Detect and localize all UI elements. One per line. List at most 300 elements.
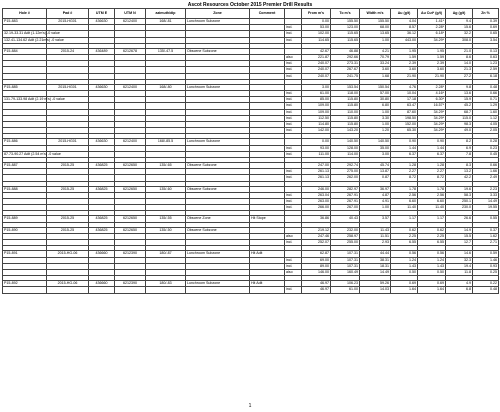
table-cell: Lunchroom Subzone xyxy=(186,281,250,287)
table-cell: 115.80 xyxy=(331,103,360,109)
table-cell: incl. xyxy=(285,199,302,205)
column-header: Au (g/t) xyxy=(391,9,418,19)
table-cell: 1.00 xyxy=(360,109,391,115)
table-cell: 8.2 xyxy=(446,139,473,145)
table-cell: 6212400 xyxy=(115,139,146,145)
table-cell: Hit Adit xyxy=(250,281,285,287)
column-header: Comment xyxy=(250,9,285,19)
table-cell: 443.00 xyxy=(391,37,418,43)
table-header-row xyxy=(3,9,499,19)
table-cell: incl. xyxy=(285,145,302,151)
table-cell: 6212650 xyxy=(115,186,146,192)
table-cell xyxy=(250,287,285,293)
table-cell: 6.30* xyxy=(418,97,446,103)
table-cell: 2015-25 xyxy=(47,186,89,192)
table-cell: P15-892 xyxy=(3,281,47,287)
table-cell: 262.00 xyxy=(331,175,360,181)
table-cell xyxy=(89,287,115,293)
table-cell: 1.41* xyxy=(418,19,446,25)
table-cell xyxy=(3,287,47,293)
table-cell: 46.97 xyxy=(302,287,331,293)
table-cell: 57.00 xyxy=(360,91,391,97)
table-cell: incl. xyxy=(285,61,302,67)
table-cell: 1.28 xyxy=(418,163,446,169)
column-header: azimuth/dip xyxy=(146,9,186,19)
table-cell: 240.07 xyxy=(302,67,331,73)
table-cell: 0.69 xyxy=(473,25,499,31)
table-cell: 69.00 xyxy=(302,257,331,263)
table-cell: 261.13 xyxy=(302,175,331,181)
table-cell: 146.00 xyxy=(302,269,331,275)
table-cell: Obscene Zone xyxy=(186,216,250,222)
table-cell: 114.80 xyxy=(302,122,331,128)
table-cell: 0.28 xyxy=(473,139,499,145)
table-cell: 14.49 xyxy=(360,269,391,275)
table-cell: 1.43 xyxy=(418,263,446,269)
table-cell: 89.00 xyxy=(302,263,331,269)
table-cell: 34.29* xyxy=(418,128,446,134)
table-cell: 436825 xyxy=(89,227,115,233)
table-cell: incl. xyxy=(285,109,302,115)
table-cell: 115.80 xyxy=(331,115,360,121)
table-cell: 6.18* xyxy=(418,31,446,37)
table-cell: 35.00 xyxy=(360,145,391,151)
table-cell: 106.23 xyxy=(331,281,360,287)
table-cell: 118.00 xyxy=(331,91,360,97)
table-cell: 38.31 xyxy=(360,257,391,263)
table-cell: Lunchroom Subzone xyxy=(186,139,250,145)
table-cell: Lunchroom Subzone xyxy=(186,251,250,257)
table-cell: 115.65 xyxy=(331,31,360,37)
table-cell: 219.12 xyxy=(302,227,331,233)
table-cell: P15-887 xyxy=(3,163,47,169)
table-cell: 2015-HG01 xyxy=(47,139,89,145)
table-cell: 1.78 xyxy=(418,186,446,192)
table-cell: 9.4 xyxy=(446,19,473,25)
table-cell: 46.88 xyxy=(331,48,360,54)
table-cell: 1.46 xyxy=(473,257,499,263)
table-cell: 2.59 xyxy=(473,67,499,73)
table-cell: 0.59 xyxy=(473,251,499,257)
table-cell: 6.60 xyxy=(391,199,418,205)
table-cell: 1.44 xyxy=(391,145,418,151)
table-cell: 263.00 xyxy=(302,199,331,205)
table-cell: 8.6 xyxy=(446,55,473,61)
table-cell: 2.49 xyxy=(473,175,499,181)
table-cell: 0.55 xyxy=(473,216,499,222)
column-header: UTM E xyxy=(89,9,115,19)
table-cell: 21.0 xyxy=(446,48,473,54)
table-cell: incl. xyxy=(285,151,302,157)
table-cell: P15-886 xyxy=(3,139,47,145)
column-header: Au Cut* (g/t) xyxy=(418,9,446,19)
table-cell: 135/-60 xyxy=(146,186,186,192)
table-cell: 6.9 xyxy=(446,145,473,151)
table-cell: 0.45 xyxy=(473,151,499,157)
table-cell: 143.20 xyxy=(331,128,360,134)
table-cell: 140.50 xyxy=(360,139,391,145)
table-cell: 6.8 xyxy=(446,287,473,293)
table-cell: 8.72 xyxy=(418,175,446,181)
table-cell: 1.17 xyxy=(391,216,418,222)
table-cell: 152.00 xyxy=(391,122,418,128)
table-cell: 0.00 xyxy=(302,19,331,25)
table-cell: 107.31 xyxy=(331,251,360,257)
table-cell: 45.74 xyxy=(360,163,391,169)
table-cell: 19.4 xyxy=(446,263,473,269)
table-cell: 17.18 xyxy=(391,97,418,103)
table-cell: 109.00 xyxy=(302,103,331,109)
column-header: From m's xyxy=(302,9,331,19)
table-cell: 14.9 xyxy=(446,227,473,233)
table-cell: incl. xyxy=(285,240,302,246)
table-cell: 62.87 xyxy=(302,251,331,257)
table-cell: incl. xyxy=(285,97,302,103)
table-cell: 111.00 xyxy=(302,151,331,157)
table-cell xyxy=(47,287,89,293)
table-cell: 140.50 xyxy=(331,139,360,145)
table-cell: 93.00 xyxy=(302,145,331,151)
table-cell: 1.24 xyxy=(391,257,418,263)
table-cell: 308.0 xyxy=(446,37,473,43)
table-cell: 2015-HG01 xyxy=(47,84,89,90)
table-cell: P15-883 xyxy=(3,19,47,25)
table-cell: P15-884 xyxy=(3,48,47,54)
column-header: UTM N xyxy=(115,9,146,19)
table-cell: 59.26 xyxy=(360,281,391,287)
table-cell: 261.13 xyxy=(302,169,331,175)
table-cell: 0.00 xyxy=(302,139,331,145)
table-cell: 0.39 xyxy=(473,19,499,25)
table-cell: 6212390 xyxy=(115,281,146,287)
table-cell: 2.56 xyxy=(391,192,418,198)
table-cell: 14.0 xyxy=(446,61,473,67)
table-cell: 198.50 xyxy=(391,115,418,121)
table-cell: 34.29* xyxy=(418,109,446,115)
table-cell: 15.9 xyxy=(446,97,473,103)
table-cell: incl. xyxy=(285,287,302,293)
table-cell: 34.29* xyxy=(418,115,446,121)
table-cell: P15-890 xyxy=(3,227,47,233)
table-cell: 1.24 xyxy=(418,257,446,263)
table-cell: incl. xyxy=(285,122,302,128)
table-cell: incl. xyxy=(285,103,302,109)
table-cell: 1.66 xyxy=(473,169,499,175)
table-cell: 1.28 xyxy=(391,163,418,169)
table-cell: 180/-87 xyxy=(146,251,186,257)
table-cell: 14.49 xyxy=(473,199,499,205)
table-cell: 2.25 xyxy=(391,233,418,239)
table-cell: 1.12 xyxy=(473,115,499,121)
table-cell: Hit Stope xyxy=(250,216,285,222)
table-cell: 0.37 xyxy=(473,227,499,233)
table-cell: 2.56 xyxy=(418,192,446,198)
table-cell: Obscene Subzone xyxy=(186,48,250,54)
table-cell: 40.43 xyxy=(331,216,360,222)
table-cell: 6212650 xyxy=(115,216,146,222)
table-cell xyxy=(186,287,250,293)
table-cell: 6212400 xyxy=(115,84,146,90)
table-cell: 2015-25 xyxy=(47,227,89,233)
table-cell: 0.69 xyxy=(391,281,418,287)
table-cell: 6.80 xyxy=(360,103,391,109)
table-cell: 168/-85.5 xyxy=(146,139,186,145)
table-cell: 1.43 xyxy=(391,263,418,269)
table-cell: 155.50 xyxy=(331,19,360,25)
table-cell: 0.50 xyxy=(391,269,418,275)
table-cell: 11.8 xyxy=(446,269,473,275)
table-cell: 4.05 xyxy=(473,122,499,128)
table-cell: 4.91 xyxy=(360,199,391,205)
table-cell: 4.16* xyxy=(418,91,446,97)
table-cell: 3.54 xyxy=(473,37,499,43)
table-cell: 36.97 xyxy=(360,186,391,192)
table-cell: 135/-55 xyxy=(146,216,186,222)
table-cell: 1.00 xyxy=(360,122,391,128)
table-cell: incl. xyxy=(285,91,302,97)
table-cell: 21.90 xyxy=(418,73,446,79)
table-cell: 61.00 xyxy=(302,91,331,97)
table-cell: 132.41-134.62 Adit (2.21m's) -0 value xyxy=(4,37,64,42)
table-cell: 87.60 xyxy=(391,109,418,115)
table-cell: 2015-HG-06 xyxy=(47,251,89,257)
table-cell: 292.66 xyxy=(331,55,360,61)
table-cell: incl. xyxy=(285,175,302,181)
table-cell: 436630 xyxy=(89,139,115,145)
table-cell: 3.33 xyxy=(473,192,499,198)
table-cell: 0.48 xyxy=(473,287,499,293)
table-cell: 0.71 xyxy=(473,97,499,103)
table-cell: incl. xyxy=(285,257,302,263)
table-cell: 6212400 xyxy=(115,19,146,25)
table-cell: 3.57 xyxy=(360,216,391,222)
table-cell: P15-891 xyxy=(3,251,47,257)
table-cell: 150.54 xyxy=(360,84,391,90)
table-row xyxy=(3,287,499,293)
table-cell: 11.51 xyxy=(360,233,391,239)
table-cell: Obscene Subzone xyxy=(186,186,250,192)
table-cell: 13.87 xyxy=(360,169,391,175)
table-cell: 2015-HG01 xyxy=(47,19,89,25)
table-cell: 115.65 xyxy=(331,37,360,43)
table-cell: P15-889 xyxy=(3,216,47,222)
table-cell: 9.8 xyxy=(446,84,473,90)
table-cell: 32.19-33.31 Adit (1.12m's) -0 value xyxy=(4,31,60,36)
table-cell: 0.69 xyxy=(418,281,446,287)
table-cell: 241.75 xyxy=(331,73,360,79)
table-cell: Obscene Subzone xyxy=(186,163,250,169)
table-cell: 46.97 xyxy=(302,281,331,287)
table-cell: 4.04 xyxy=(391,19,418,25)
table-cell: 0.66 xyxy=(473,91,499,97)
table-cell: 1.64 xyxy=(418,287,446,293)
table-cell: 2.28* xyxy=(418,25,446,31)
table-cell: 15.5 xyxy=(446,233,473,239)
table-cell: 258.97 xyxy=(331,233,360,239)
table-cell: 2.27 xyxy=(418,169,446,175)
table-cell: 85.00 xyxy=(302,97,331,103)
table-cell: 266.00 xyxy=(302,205,331,211)
column-header: Zone xyxy=(186,9,250,19)
table-cell: P15-885 xyxy=(3,84,47,90)
table-cell: also xyxy=(285,233,302,239)
table-cell: 6212650 xyxy=(115,163,146,169)
table-cell: 53.00 xyxy=(302,25,331,31)
table-cell: 12.7 xyxy=(446,240,473,246)
table-cell: 0.63 xyxy=(473,55,499,61)
table-cell: 6.37 xyxy=(418,151,446,157)
table-cell: 26.6 xyxy=(446,216,473,222)
table-cell: 21.3 xyxy=(446,67,473,73)
table-cell: 160.49 xyxy=(331,269,360,275)
table-cell: 0.93 xyxy=(473,263,499,269)
table-cell: 247.00 xyxy=(302,163,331,169)
table-cell: 180/-83 xyxy=(146,281,186,287)
table-cell: 2015-25 xyxy=(47,216,89,222)
page-number: 1 xyxy=(248,403,252,409)
table-cell: incl. xyxy=(285,25,302,31)
table-body xyxy=(3,19,499,294)
table-cell: 153.54 xyxy=(331,84,360,90)
table-cell: 6.37 xyxy=(391,151,418,157)
table-cell: 2.71 xyxy=(473,240,499,246)
table-cell: 1.64 xyxy=(391,287,418,293)
column-header: Pad # xyxy=(47,9,89,19)
table-cell: 6212678 xyxy=(115,48,146,54)
table-cell: 131.79-133.98 Adit (2.19 m's) -0 value xyxy=(4,97,65,102)
table-cell: incl. xyxy=(285,169,302,175)
table-cell: 263.04 xyxy=(302,192,331,198)
table-cell: 4.21 xyxy=(360,48,391,54)
column-header: Width m's xyxy=(360,9,391,19)
table-cell: 4.87 xyxy=(360,192,391,198)
table-cell: 68.00 xyxy=(360,25,391,31)
table-cell: 250.1 xyxy=(446,199,473,205)
table-cell: 115.0 xyxy=(446,115,473,121)
table-cell: 0.90 xyxy=(391,139,418,145)
table-cell: 3.60 xyxy=(360,67,391,73)
table-cell xyxy=(115,287,146,293)
table-cell: 3.30 xyxy=(360,115,391,121)
table-cell: 2.39 xyxy=(391,61,418,67)
table-cell: 292.74 xyxy=(331,163,360,169)
table-cell: 252.07 xyxy=(302,240,331,246)
table-cell: 21.90 xyxy=(391,73,418,79)
table-cell: 0.23 xyxy=(473,145,499,151)
table-cell: 1.17 xyxy=(418,216,446,222)
table-cell: also xyxy=(285,269,302,275)
table-cell: 15.6 xyxy=(446,25,473,31)
table-cell: 30.80 xyxy=(360,97,391,103)
table-cell: 44.44 xyxy=(360,251,391,257)
table-cell: 240.07 xyxy=(302,61,331,67)
table-cell: 0.66 xyxy=(473,163,499,169)
table-cell: 0.13 xyxy=(473,48,499,54)
table-cell: 11.40 xyxy=(391,205,418,211)
table-cell: 168/-80 xyxy=(146,84,186,90)
table-cell: 267.91 xyxy=(331,192,360,198)
table-cell: 114.65 xyxy=(302,37,331,43)
table-cell: 14.03 xyxy=(360,287,391,293)
table-cell: 1.00 xyxy=(360,37,391,43)
table-cell: 155.50 xyxy=(360,19,391,25)
table-cell: 13.65 xyxy=(360,31,391,37)
table-cell: 3.00 xyxy=(302,84,331,90)
table-cell: 1.29 xyxy=(473,103,499,109)
table-cell: 0.87 xyxy=(360,175,391,181)
table-cell: 3.60 xyxy=(391,67,418,73)
table-cell: 142.00 xyxy=(302,128,331,134)
table-cell: 6.60 xyxy=(418,199,446,205)
table-cell: 10.04 xyxy=(391,91,418,97)
table-cell: 2.27 xyxy=(391,169,418,175)
table-cell: 19.6 xyxy=(446,186,473,192)
table-cell: 0.22 xyxy=(473,281,499,287)
table-cell: 11.40 xyxy=(418,205,446,211)
table-cell: 6212390 xyxy=(115,251,146,257)
table-cell: 1.59 xyxy=(391,55,418,61)
table-cell: 18.31 xyxy=(360,263,391,269)
table-cell: 6.55 xyxy=(391,240,418,246)
table-cell: 3.60 xyxy=(418,67,446,73)
table-cell: 135/-50 xyxy=(146,227,186,233)
table-cell: 240.07 xyxy=(302,73,331,79)
table-cell: 7.8 xyxy=(446,151,473,157)
table-cell: 4.76 xyxy=(391,84,418,90)
table-cell: 8.72 xyxy=(391,175,418,181)
table-cell: 436825 xyxy=(89,216,115,222)
table-cell: 2.93 xyxy=(360,240,391,246)
table-cell: 27.2 xyxy=(446,73,473,79)
table-cell: 230.0 xyxy=(446,205,473,211)
table-cell: 42.67 xyxy=(302,48,331,54)
table-cell: 273.31 xyxy=(331,61,360,67)
table-cell: 255.00 xyxy=(331,240,360,246)
table-cell: 168/-81 xyxy=(146,19,186,25)
table-cell: 49.0 xyxy=(446,128,473,134)
table-cell: 33.24 xyxy=(360,61,391,67)
table-cell: 87.73-90.27 Adit (2.54 m's) -0 value xyxy=(4,151,61,156)
table-cell: 2.05 xyxy=(473,128,499,134)
table-cell: 232.00 xyxy=(331,227,360,233)
table-cell: 436825 xyxy=(89,186,115,192)
table-cell: incl. xyxy=(285,31,302,37)
table-cell: 0.62 xyxy=(418,227,446,233)
table-cell: 34.29* xyxy=(418,122,446,128)
table-cell: 0.62 xyxy=(391,227,418,233)
table-cell: 1.60 xyxy=(473,109,499,115)
table-cell: 110.00 xyxy=(331,109,360,115)
table-cell: P15-888 xyxy=(3,186,47,192)
table-cell: 436825 xyxy=(89,163,115,169)
table-cell: 2015-HG-06 xyxy=(47,281,89,287)
table-cell: 1.59 xyxy=(418,55,446,61)
table-cell: 267.00 xyxy=(331,205,360,211)
table-cell: 1.78 xyxy=(391,186,418,192)
table-cell: incl. xyxy=(285,37,302,43)
table-cell: incl. xyxy=(285,73,302,79)
table-cell: 2.23 xyxy=(473,186,499,192)
table-cell: 135/-47.5 xyxy=(146,48,186,54)
table-cell: 42.2 xyxy=(446,175,473,181)
table-cell: 13.2 xyxy=(446,169,473,175)
table-cell: 0.25 xyxy=(473,269,499,275)
table-cell: 98.3 xyxy=(446,122,473,128)
table-cell: 115.80 xyxy=(331,122,360,128)
table-cell: 14.6 xyxy=(446,251,473,257)
table-cell: incl. xyxy=(285,128,302,134)
table-cell: 1.20 xyxy=(360,128,391,134)
